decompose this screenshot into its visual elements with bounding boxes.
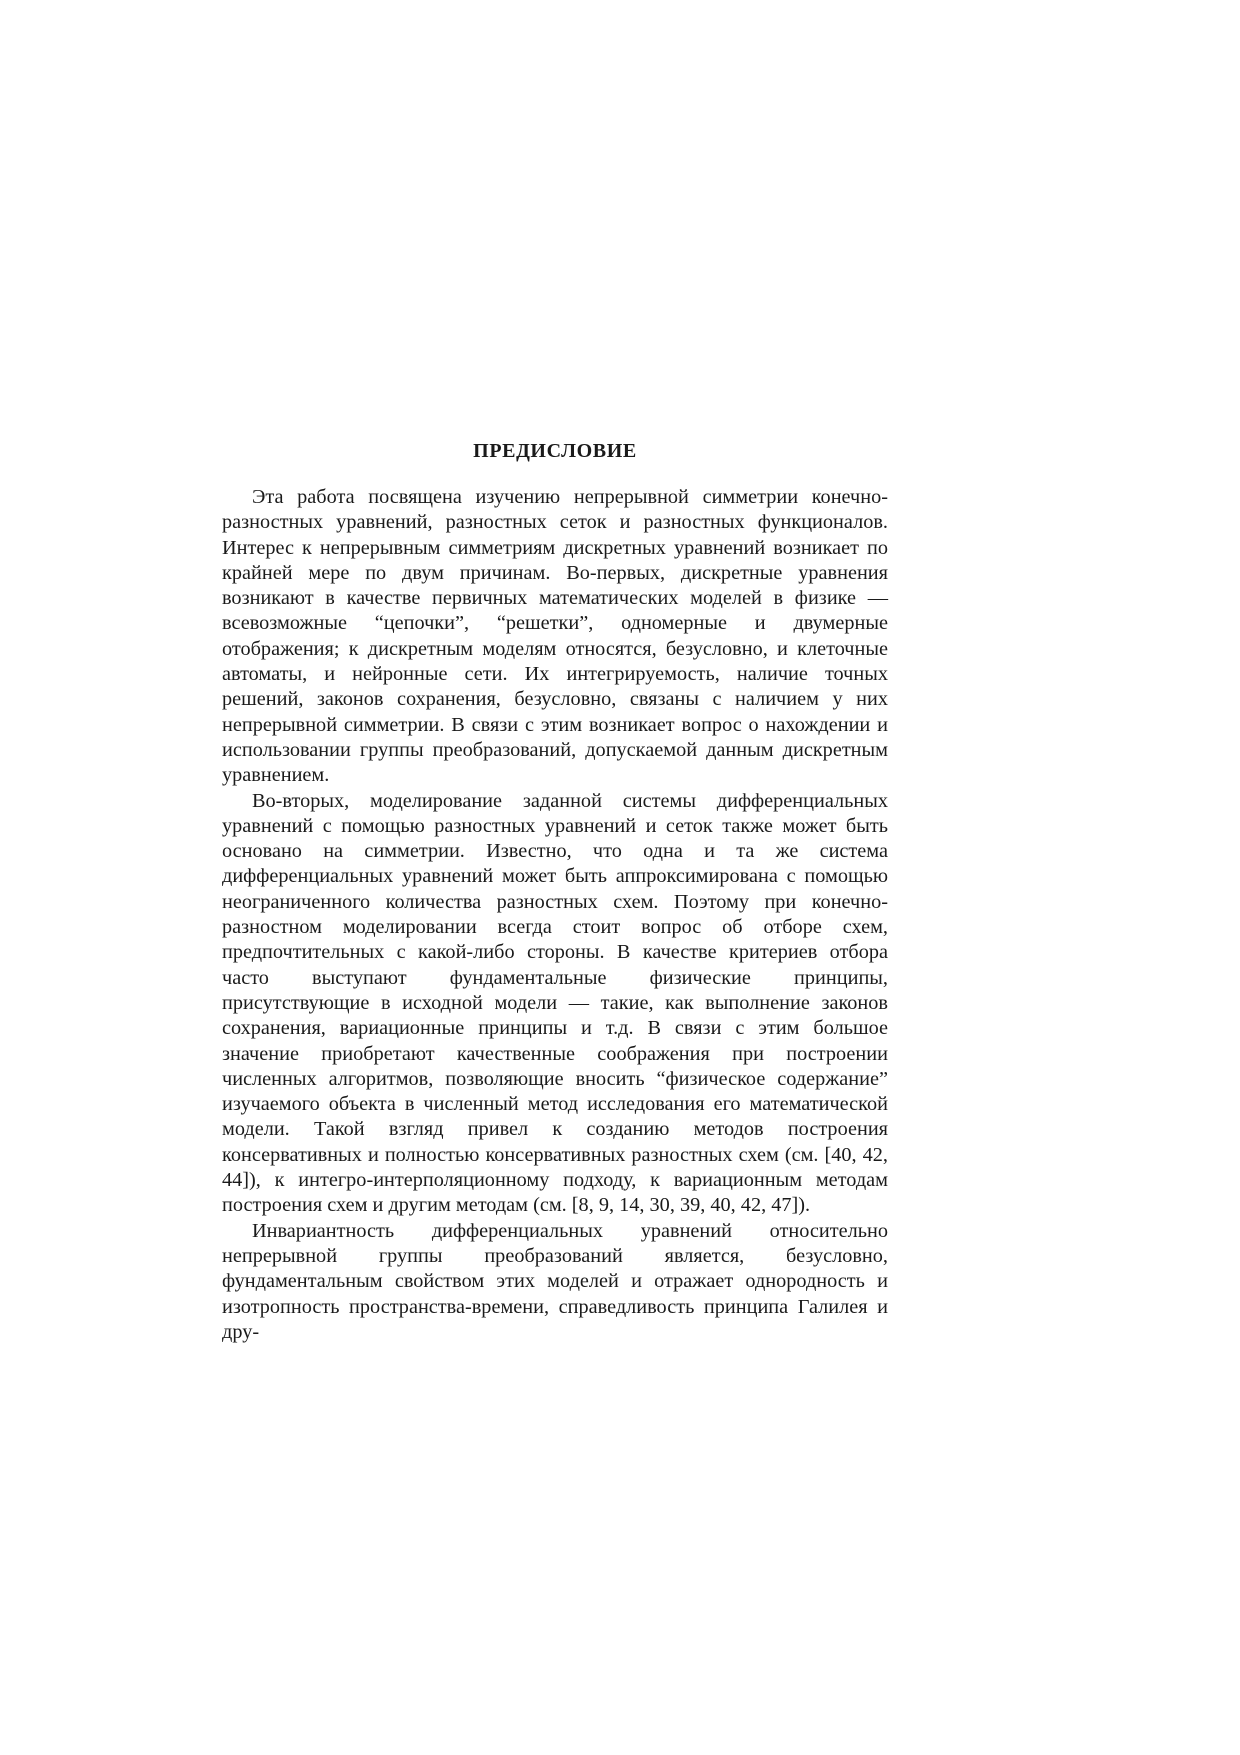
page-title: ПРЕДИСЛОВИЕ [473,440,637,462]
paragraph-1: Эта работа посвящена изучению непрерывной симметрии конечно-разностных уравнений, разностных сеток и разностных функционалов. Интерес к непрерывным симметриям дискретных уравнений возникает по крайней мере по двум причинам. Во-первых, дискретные уравнения возникают в качестве первичных математических моделей в физике — всевозможные “цепочки”, “решетки”, одномерные и двумерные отображения; к дискретным моделям относятся, безусловно, и клеточные автоматы, и нейронные сети. Их интегрируемость, наличие точных решений, законов сохранения, безусловно, связаны с наличием у них непрерывной симметрии. В связи с этим возникает вопрос о нахождении и использовании группы преобразований, допускаемой данным дискретным уравнением. [222,486,888,787]
paragraph-3: Инвариантность дифференциальных уравнений относительно непрерывной группы преобразований является, безусловно, фундаментальным свойством этих моделей и отражает однородность и изотропность пространства-времени, справедливость принципа Галилея и дру- [222,1219,888,1343]
body-text [222,485,888,1345]
paragraph-2: Во-вторых, моделирование заданной системы дифференциальных уравнений с помощью разностных уравнений и сеток также может быть основано на симметрии. Известно, что одна и та же система дифференциальных уравнений может быть аппроксимирована с помощью неограниченного количества разностных схем. Поэтому при конечно-разностном моделировании всегда стоит вопрос об отборе схем, предпочтительных с какой-либо стороны. В качестве критериев отбора часто выступают фундаментальные физические принципы, присутствующие в исходной модели — такие, как выполнение законов сохранения, вариационные принципы и т.д. В связи с этим большое значение приобретают качественные соображения при построении численных алгоритмов, позволяющие вносить “физическое содержание” изучаемого объекта в численный метод исследования его математической модели. Такой взгляд привел к созданию методов построения консервативных и полностью консервативных разностных схем (см. [40, 42, 44]), к интегро-интерполяционному подходу, к вариационным методам построения схем и другим методам (см. [8, 9, 14, 30, 39, 40, 42, 47]). [222,789,888,1217]
